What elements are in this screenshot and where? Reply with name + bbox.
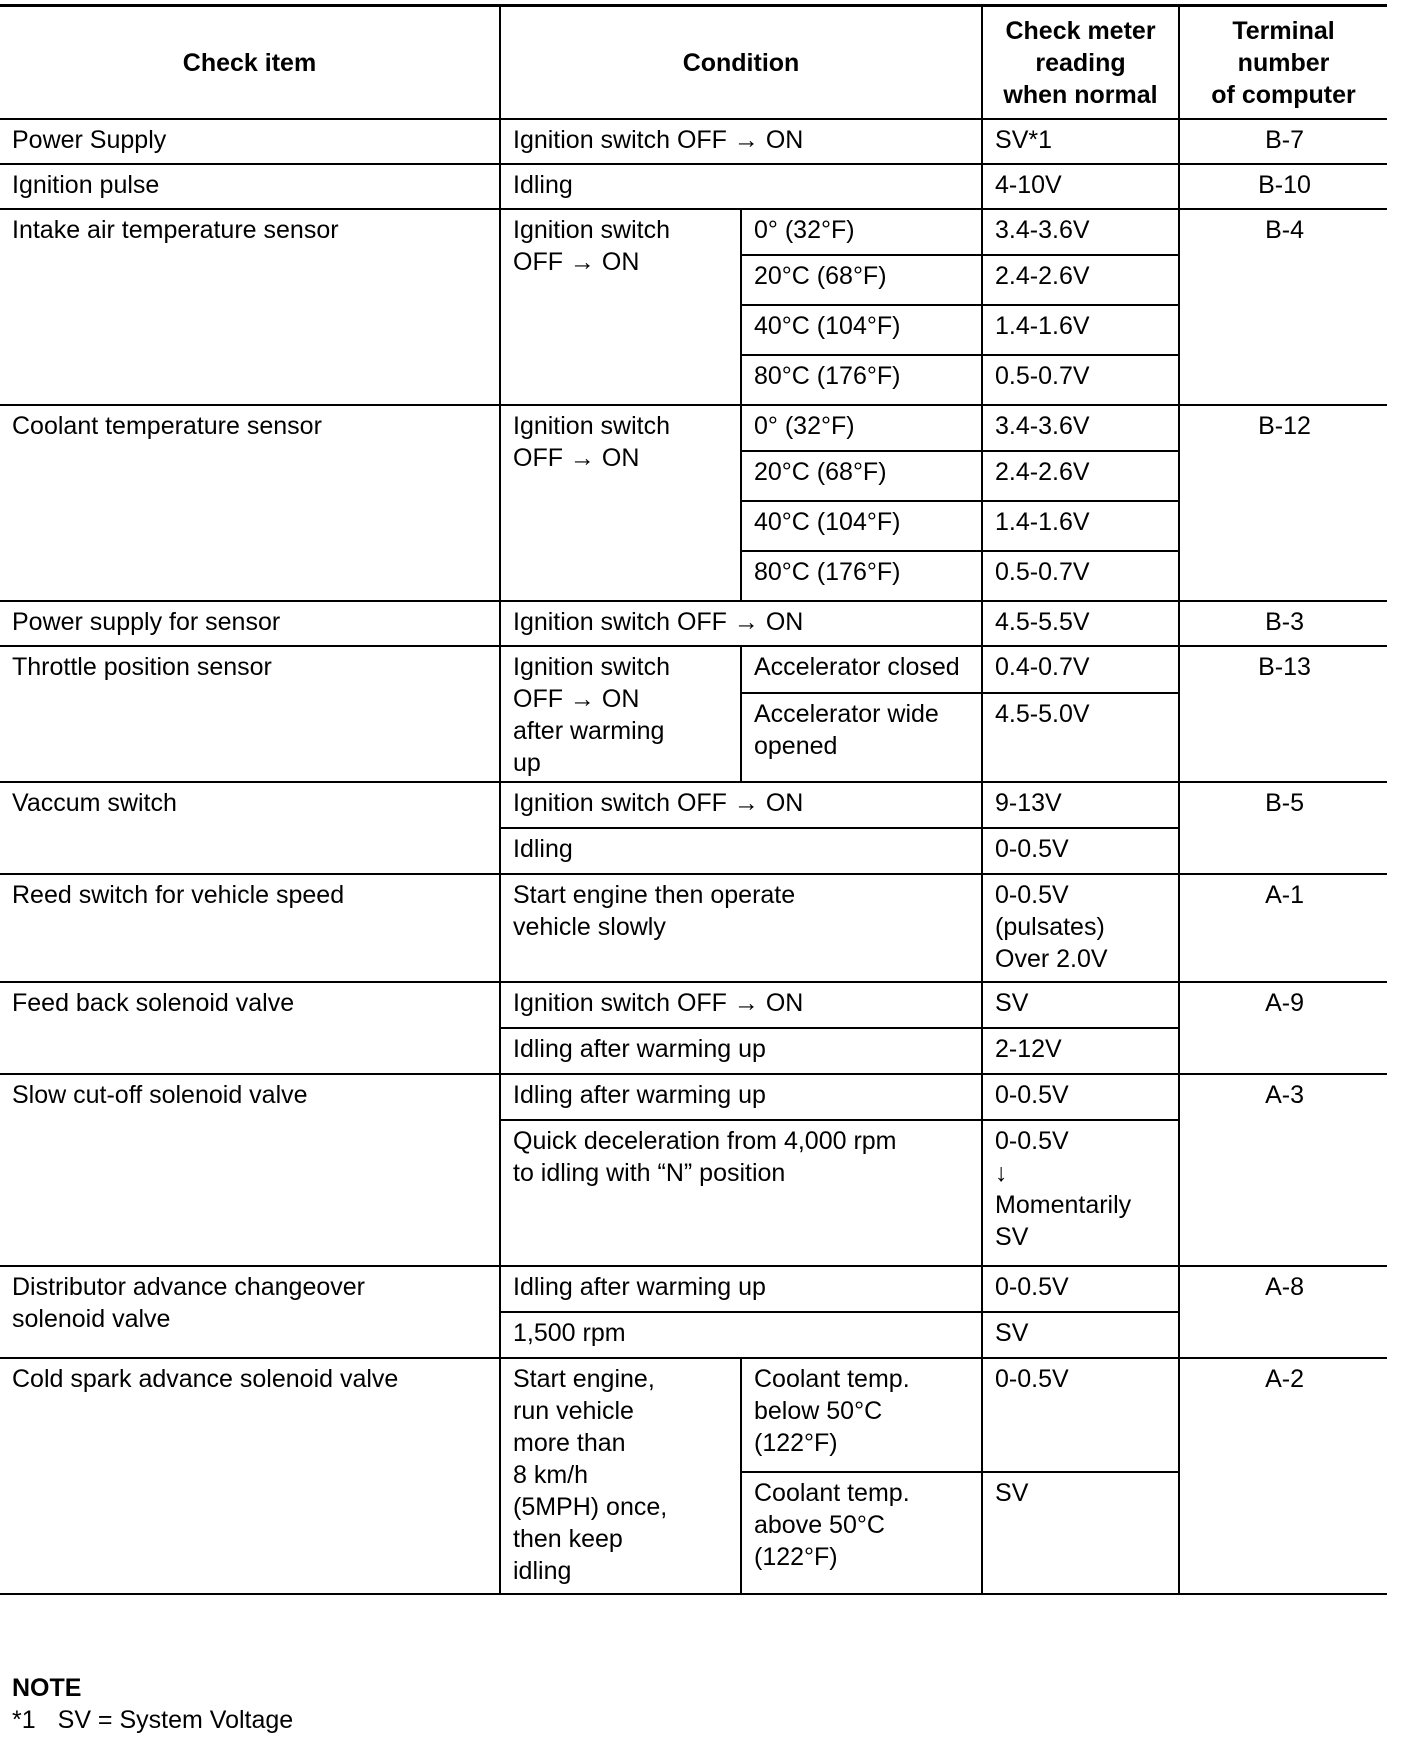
header-check-item: Check item — [0, 6, 500, 120]
reading-cell: 1.4-1.6V — [982, 305, 1179, 355]
condition-cell: Ignition switch OFF → ON — [500, 119, 982, 164]
check-item-cell: Distributor advance changeover solenoid valve — [0, 1266, 500, 1358]
note-entry — [12, 1704, 293, 1736]
condition-cell: Start engine then operate vehicle slowly — [500, 874, 982, 982]
reading-cell: 3.4-3.6V — [982, 209, 1179, 255]
check-item-cell: Reed switch for vehicle speed — [0, 874, 500, 982]
check-item-cell: Ignition pulse — [0, 164, 500, 209]
condition-cell: Idling — [500, 828, 982, 874]
condition-cell: Idling after warming up — [500, 1074, 982, 1120]
temperature-cell: 80°C (176°F) — [741, 551, 982, 601]
terminal-cell: A-2 — [1179, 1358, 1387, 1594]
reading-cell: 1.4-1.6V — [982, 501, 1179, 551]
reading-cell: 3.4-3.6V — [982, 405, 1179, 451]
terminal-cell: B-4 — [1179, 209, 1387, 405]
reading-cell: 9-13V — [982, 782, 1179, 828]
check-item-cell: Vaccum switch — [0, 782, 500, 874]
condition-cell: Ignition switch OFF → ON — [500, 982, 982, 1028]
reading-cell: 0.4-0.7V — [982, 646, 1179, 693]
terminal-cell: B-10 — [1179, 164, 1387, 209]
terminal-cell: A-3 — [1179, 1074, 1387, 1266]
table-row — [0, 601, 1387, 646]
table-row — [0, 982, 1387, 1028]
note-text: SV = System Voltage — [57, 1706, 294, 1734]
reading-cell: 0-0.5V — [982, 828, 1179, 874]
condition-cell: Ignition switch OFF → ON — [500, 209, 741, 405]
check-table — [0, 4, 1387, 1656]
temperature-cell: 20°C (68°F) — [741, 451, 982, 501]
table-row — [0, 782, 1387, 828]
table-row — [0, 119, 1387, 164]
condition-cell: Idling after warming up — [500, 1266, 982, 1312]
terminal-cell: B-3 — [1179, 601, 1387, 646]
condition-cell: 1,500 rpm — [500, 1312, 982, 1358]
table-header-row — [0, 6, 1387, 120]
coolant-state-cell: Coolant temp. below 50°C (122°F) — [741, 1358, 982, 1472]
condition-cell: Ignition switch OFF → ON after warming up — [500, 646, 741, 782]
condition-cell: Ignition switch OFF → ON — [500, 601, 982, 646]
check-item-cell: Coolant temperature sensor — [0, 405, 500, 601]
reading-cell: 0-0.5V ↓ Momentarily SV — [982, 1120, 1179, 1266]
reading-cell: 0.5-0.7V — [982, 551, 1179, 601]
accelerator-state-cell: Accelerator closed — [741, 646, 982, 693]
note-title: NOTE — [12, 1674, 82, 1702]
check-item-cell: Power Supply — [0, 119, 500, 164]
check-item-cell: Slow cut-off solenoid valve — [0, 1074, 500, 1266]
accelerator-state-cell: Accelerator wide opened — [741, 693, 982, 782]
reading-cell: 2-12V — [982, 1028, 1179, 1074]
check-item-cell: Intake air temperature sensor — [0, 209, 500, 405]
table-row — [0, 1266, 1387, 1312]
table-row — [0, 1358, 1387, 1472]
check-item-cell: Feed back solenoid valve — [0, 982, 500, 1074]
reading-cell: 4-10V — [982, 164, 1179, 209]
table-row — [0, 874, 1387, 982]
temperature-cell: 40°C (104°F) — [741, 501, 982, 551]
condition-cell: Ignition switch OFF → ON — [500, 782, 982, 828]
condition-cell: Quick deceleration from 4,000 rpm to idling with “N” position — [500, 1120, 982, 1266]
reading-cell: 0-0.5V — [982, 1074, 1179, 1120]
reading-cell: SV — [982, 1312, 1179, 1358]
table-row — [0, 405, 1387, 451]
header-reading: Check meter reading when normal — [982, 6, 1179, 120]
temperature-cell: 20°C (68°F) — [741, 255, 982, 305]
reading-cell: SV*1 — [982, 119, 1179, 164]
reading-cell: 2.4-2.6V — [982, 255, 1179, 305]
condition-cell: Idling after warming up — [500, 1028, 982, 1074]
header-terminal: Terminal number of computer — [1179, 6, 1387, 120]
reading-cell: SV — [982, 1472, 1179, 1594]
reading-cell: 4.5-5.0V — [982, 693, 1179, 782]
coolant-state-cell: Coolant temp. above 50°C (122°F) — [741, 1472, 982, 1594]
condition-cell: Start engine, run vehicle more than 8 km/h (5MPH) once, then keep idling — [500, 1358, 741, 1594]
terminal-cell: A-1 — [1179, 874, 1387, 982]
temperature-cell: 0° (32°F) — [741, 209, 982, 255]
check-item-cell: Throttle position sensor — [0, 646, 500, 782]
terminal-cell: B-5 — [1179, 782, 1387, 874]
reading-cell: 0-0.5V — [982, 1266, 1179, 1312]
terminal-cell: B-7 — [1179, 119, 1387, 164]
temperature-cell: 80°C (176°F) — [741, 355, 982, 405]
terminal-cell: B-13 — [1179, 646, 1387, 782]
terminal-cell: B-12 — [1179, 405, 1387, 601]
footnote — [12, 1672, 293, 1736]
reading-cell: 4.5-5.5V — [982, 601, 1179, 646]
reading-cell: 0.5-0.7V — [982, 355, 1179, 405]
check-item-cell: Power supply for sensor — [0, 601, 500, 646]
check-item-cell: Cold spark advance solenoid valve — [0, 1358, 500, 1594]
reading-cell: SV — [982, 982, 1179, 1028]
temperature-cell: 0° (32°F) — [741, 405, 982, 451]
terminal-cell: A-8 — [1179, 1266, 1387, 1358]
table-row — [0, 164, 1387, 209]
table-row — [0, 209, 1387, 255]
note-marker: *1 — [12, 1706, 36, 1734]
reading-cell: 0-0.5V (pulsates) Over 2.0V — [982, 874, 1179, 982]
table-row — [0, 1074, 1387, 1120]
table-row — [0, 646, 1387, 693]
reading-cell: 2.4-2.6V — [982, 451, 1179, 501]
header-condition: Condition — [500, 6, 982, 120]
condition-cell: Ignition switch OFF → ON — [500, 405, 741, 601]
reading-cell: 0-0.5V — [982, 1358, 1179, 1472]
temperature-cell: 40°C (104°F) — [741, 305, 982, 355]
condition-cell: Idling — [500, 164, 982, 209]
terminal-cell: A-9 — [1179, 982, 1387, 1074]
